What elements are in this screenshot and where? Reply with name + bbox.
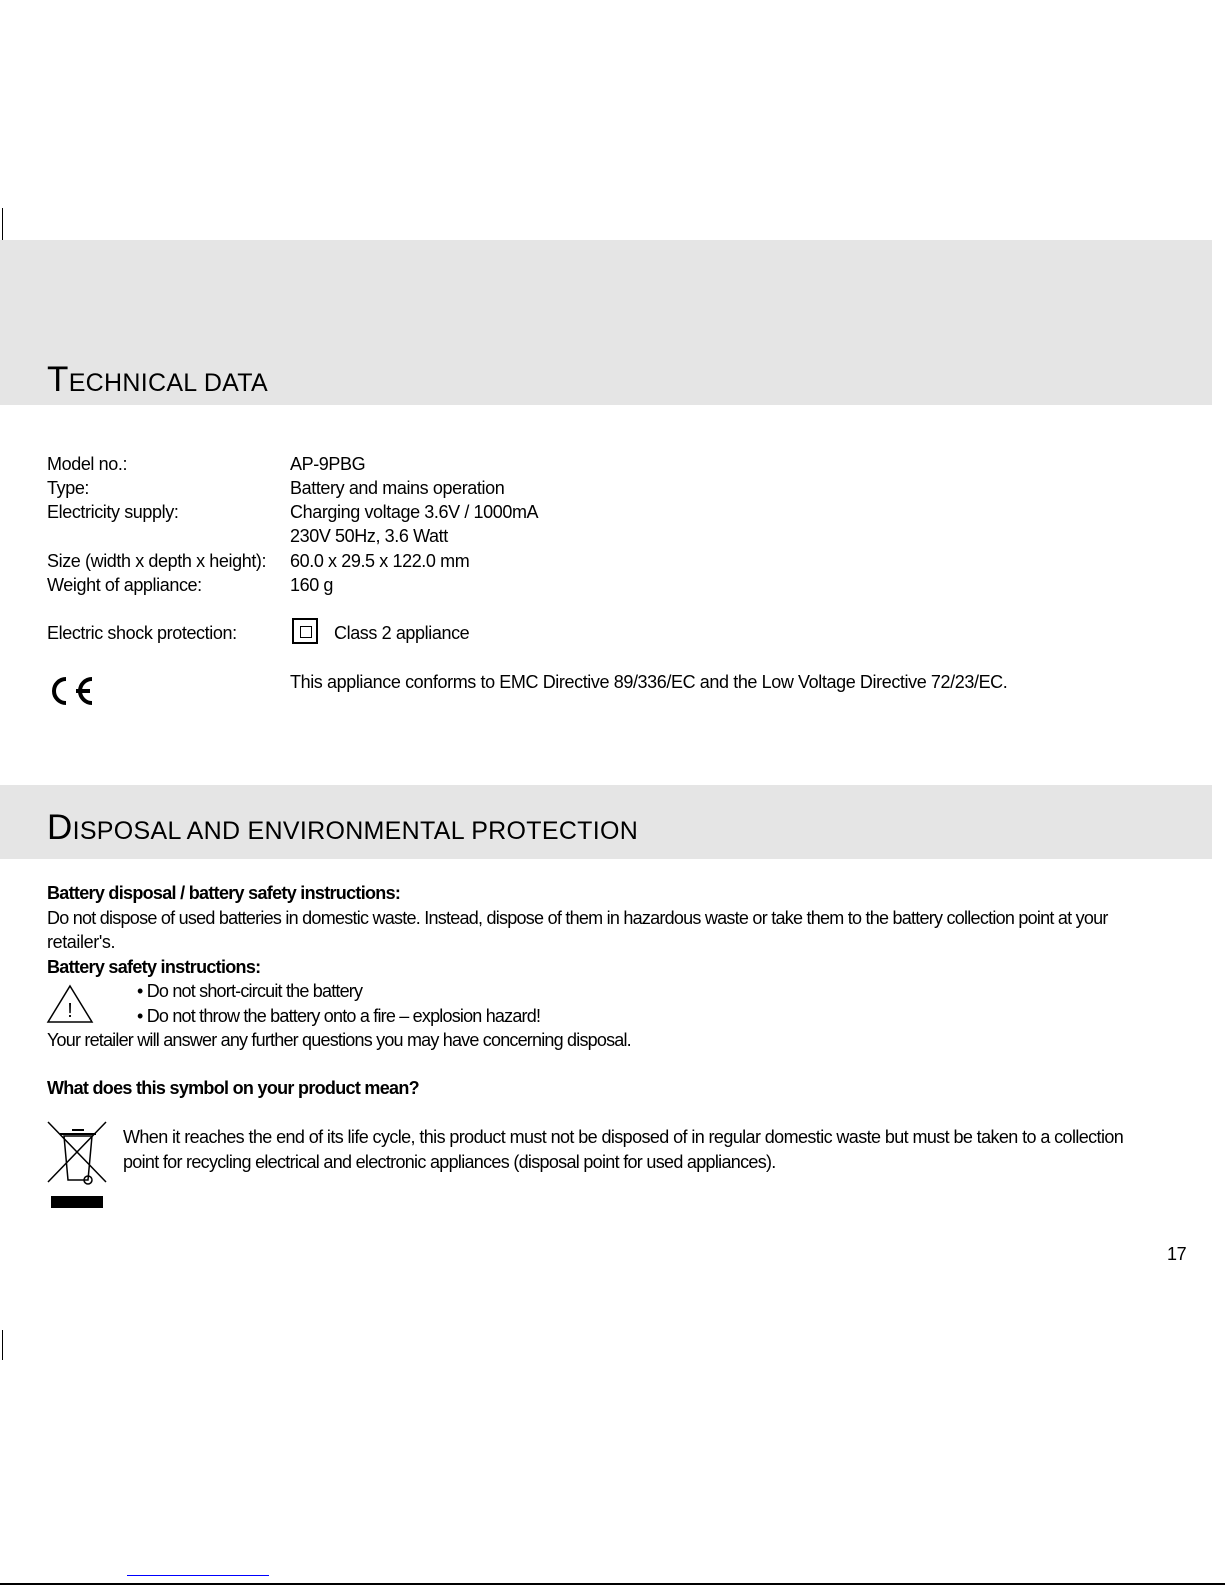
spec-value: AP-9PBG xyxy=(290,454,366,474)
ce-mark-icon xyxy=(46,676,96,706)
retailer-text: Your retailer will answer any further questions you may have concerning disposal. xyxy=(47,1030,631,1050)
battery-safety-heading: Battery safety instructions: xyxy=(47,957,261,977)
battery-disposal-text: retailer's. xyxy=(47,932,116,952)
spec-label: Electric shock protection: xyxy=(47,623,237,643)
symbol-heading: What does this symbol on your product mean? xyxy=(47,1078,419,1098)
disposal-heading: DISPOSAL AND ENVIRONMENTAL PROTECTION xyxy=(47,808,639,847)
spec-value: 230V 50Hz, 3.6 Watt xyxy=(290,526,448,546)
weee-crossed-bin-icon xyxy=(46,1120,110,1212)
spec-value: 160 g xyxy=(290,575,334,595)
link-underline xyxy=(127,1575,269,1576)
spec-value: Class 2 appliance xyxy=(334,623,470,643)
symbol-text: point for recycling electrical and electronic appliances (disposal point for used appliances). xyxy=(123,1152,776,1172)
spec-label: Type: xyxy=(47,478,90,498)
symbol-text: When it reaches the end of its life cycle, this product must not be disposed of in regular domestic waste but must be taken to a collection xyxy=(123,1127,1124,1147)
class2-icon xyxy=(292,618,318,644)
spec-label: Weight of appliance: xyxy=(47,575,202,595)
ce-conformity-text: This appliance conforms to EMC Directive 89/336/EC and the Low Voltage Directive 72/23/EC. xyxy=(290,672,1008,692)
battery-disposal-text: Do not dispose of used batteries in domestic waste. Instead, dispose of them in hazardous waste or take them to the battery collection point at your xyxy=(47,908,1108,928)
safety-bullet: • Do not throw the battery onto a fire – explosion hazard! xyxy=(137,1006,541,1026)
safety-bullet: • Do not short-circuit the battery xyxy=(137,981,363,1001)
page-number: 17 xyxy=(1167,1244,1187,1264)
crop-mark xyxy=(2,1330,3,1360)
spec-value: Charging voltage 3.6V / 1000mA xyxy=(290,502,539,522)
warning-triangle-icon xyxy=(46,984,94,1024)
spec-label: Model no.: xyxy=(47,454,128,474)
spec-label: Size (width x depth x height): xyxy=(47,551,267,571)
spec-value: 60.0 x 29.5 x 122.0 mm xyxy=(290,551,470,571)
crop-mark xyxy=(2,208,3,240)
technical-data-heading: TECHNICAL DATA xyxy=(47,360,268,399)
spec-label: Electricity supply: xyxy=(47,502,179,522)
svg-text:!: ! xyxy=(67,1000,73,1022)
battery-disposal-heading: Battery disposal / battery safety instructions: xyxy=(47,883,401,903)
spec-value: Battery and mains operation xyxy=(290,478,505,498)
